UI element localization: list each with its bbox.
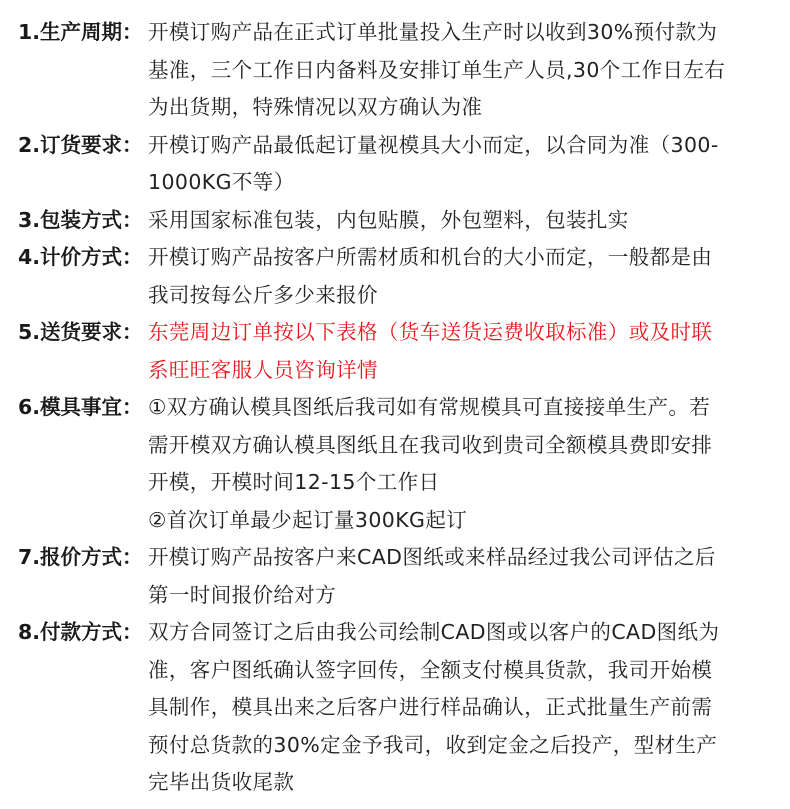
section-label: 5.送货要求： — [18, 320, 143, 344]
section-content — [148, 539, 790, 614]
section-line: 为出货期，特殊情况以双方确认为准 — [148, 95, 483, 119]
section-line: ②首次订单最少起订量300KG起订 — [148, 507, 468, 532]
section-line: 采用国家标准包装，内包贴膜，外包塑料，包装扎实 — [148, 207, 629, 232]
section-production-cycle — [0, 14, 790, 127]
section-pricing-method — [0, 239, 790, 314]
section-line: 开模，开模时间12-15个工作日 — [148, 470, 440, 494]
section-label: 3.包装方式： — [18, 207, 143, 232]
section-label: 4.计价方式： — [18, 245, 143, 269]
section-line: 开模订购产品最低起订量视模具大小而定，以合同为准（300- — [148, 132, 719, 157]
section-line: 具制作，模具出来之后客户进行样品确认，正式批量生产前需 — [148, 695, 713, 719]
section-label: 7.报价方式： — [18, 545, 143, 569]
section-label: 2.订货要求： — [18, 132, 143, 157]
section-content — [148, 239, 790, 314]
section-label: 6.模具事宜： — [18, 395, 143, 419]
section-line: 准，客户图纸确认签字回传，全额支付模具货款，我司开始模 — [148, 657, 713, 682]
section-line: 东莞周边订单按以下表格（货车送货运费收取标准）或及时联 — [148, 320, 713, 344]
section-line: 系旺旺客服人员咨询详情 — [148, 357, 378, 382]
section-payment — [0, 614, 790, 802]
section-line: 开模订购产品按客户所需材质和机台的大小而定，一般都是由 — [148, 245, 713, 269]
section-content — [148, 14, 790, 127]
section-line: 我司按每公斤多少来报价 — [148, 282, 378, 307]
section-packaging — [0, 202, 790, 240]
section-content — [148, 127, 790, 202]
section-line: 基准，三个工作日内备料及安排订单生产人员,30个工作日左右 — [148, 57, 726, 82]
section-line: 完毕出货收尾款 — [148, 770, 295, 794]
section-content — [148, 614, 790, 802]
section-line: 预付总货款的30%定金予我司，收到定金之后投产，型材生产 — [148, 732, 718, 757]
section-content — [148, 202, 790, 240]
section-line: 开模订购产品在正式订单批量投入生产时以收到30%预付款为 — [148, 20, 718, 44]
section-line: 开模订购产品按客户来CAD图纸或来样品经过我公司评估之后 — [148, 545, 716, 569]
section-quotation — [0, 539, 790, 614]
section-line: 需开模双方确认模具图纸且在我司收到贵司全额模具费即安排 — [148, 432, 713, 457]
section-delivery — [0, 314, 790, 389]
section-content — [148, 389, 790, 539]
section-label: 8.付款方式： — [18, 620, 143, 644]
section-mold-matters — [0, 389, 790, 539]
section-line: 第一时间报价给对方 — [148, 582, 337, 607]
section-line: 双方合同签订之后由我公司绘制CAD图或以客户的CAD图纸为 — [148, 620, 720, 644]
section-line: 1000KG不等） — [148, 170, 295, 194]
section-order-requirements — [0, 127, 790, 202]
section-label: 1.生产周期： — [18, 20, 143, 44]
section-content-highlight — [148, 314, 790, 389]
section-line: ①双方确认模具图纸后我司如有常规模具可直接接单生产。若 — [148, 395, 711, 419]
